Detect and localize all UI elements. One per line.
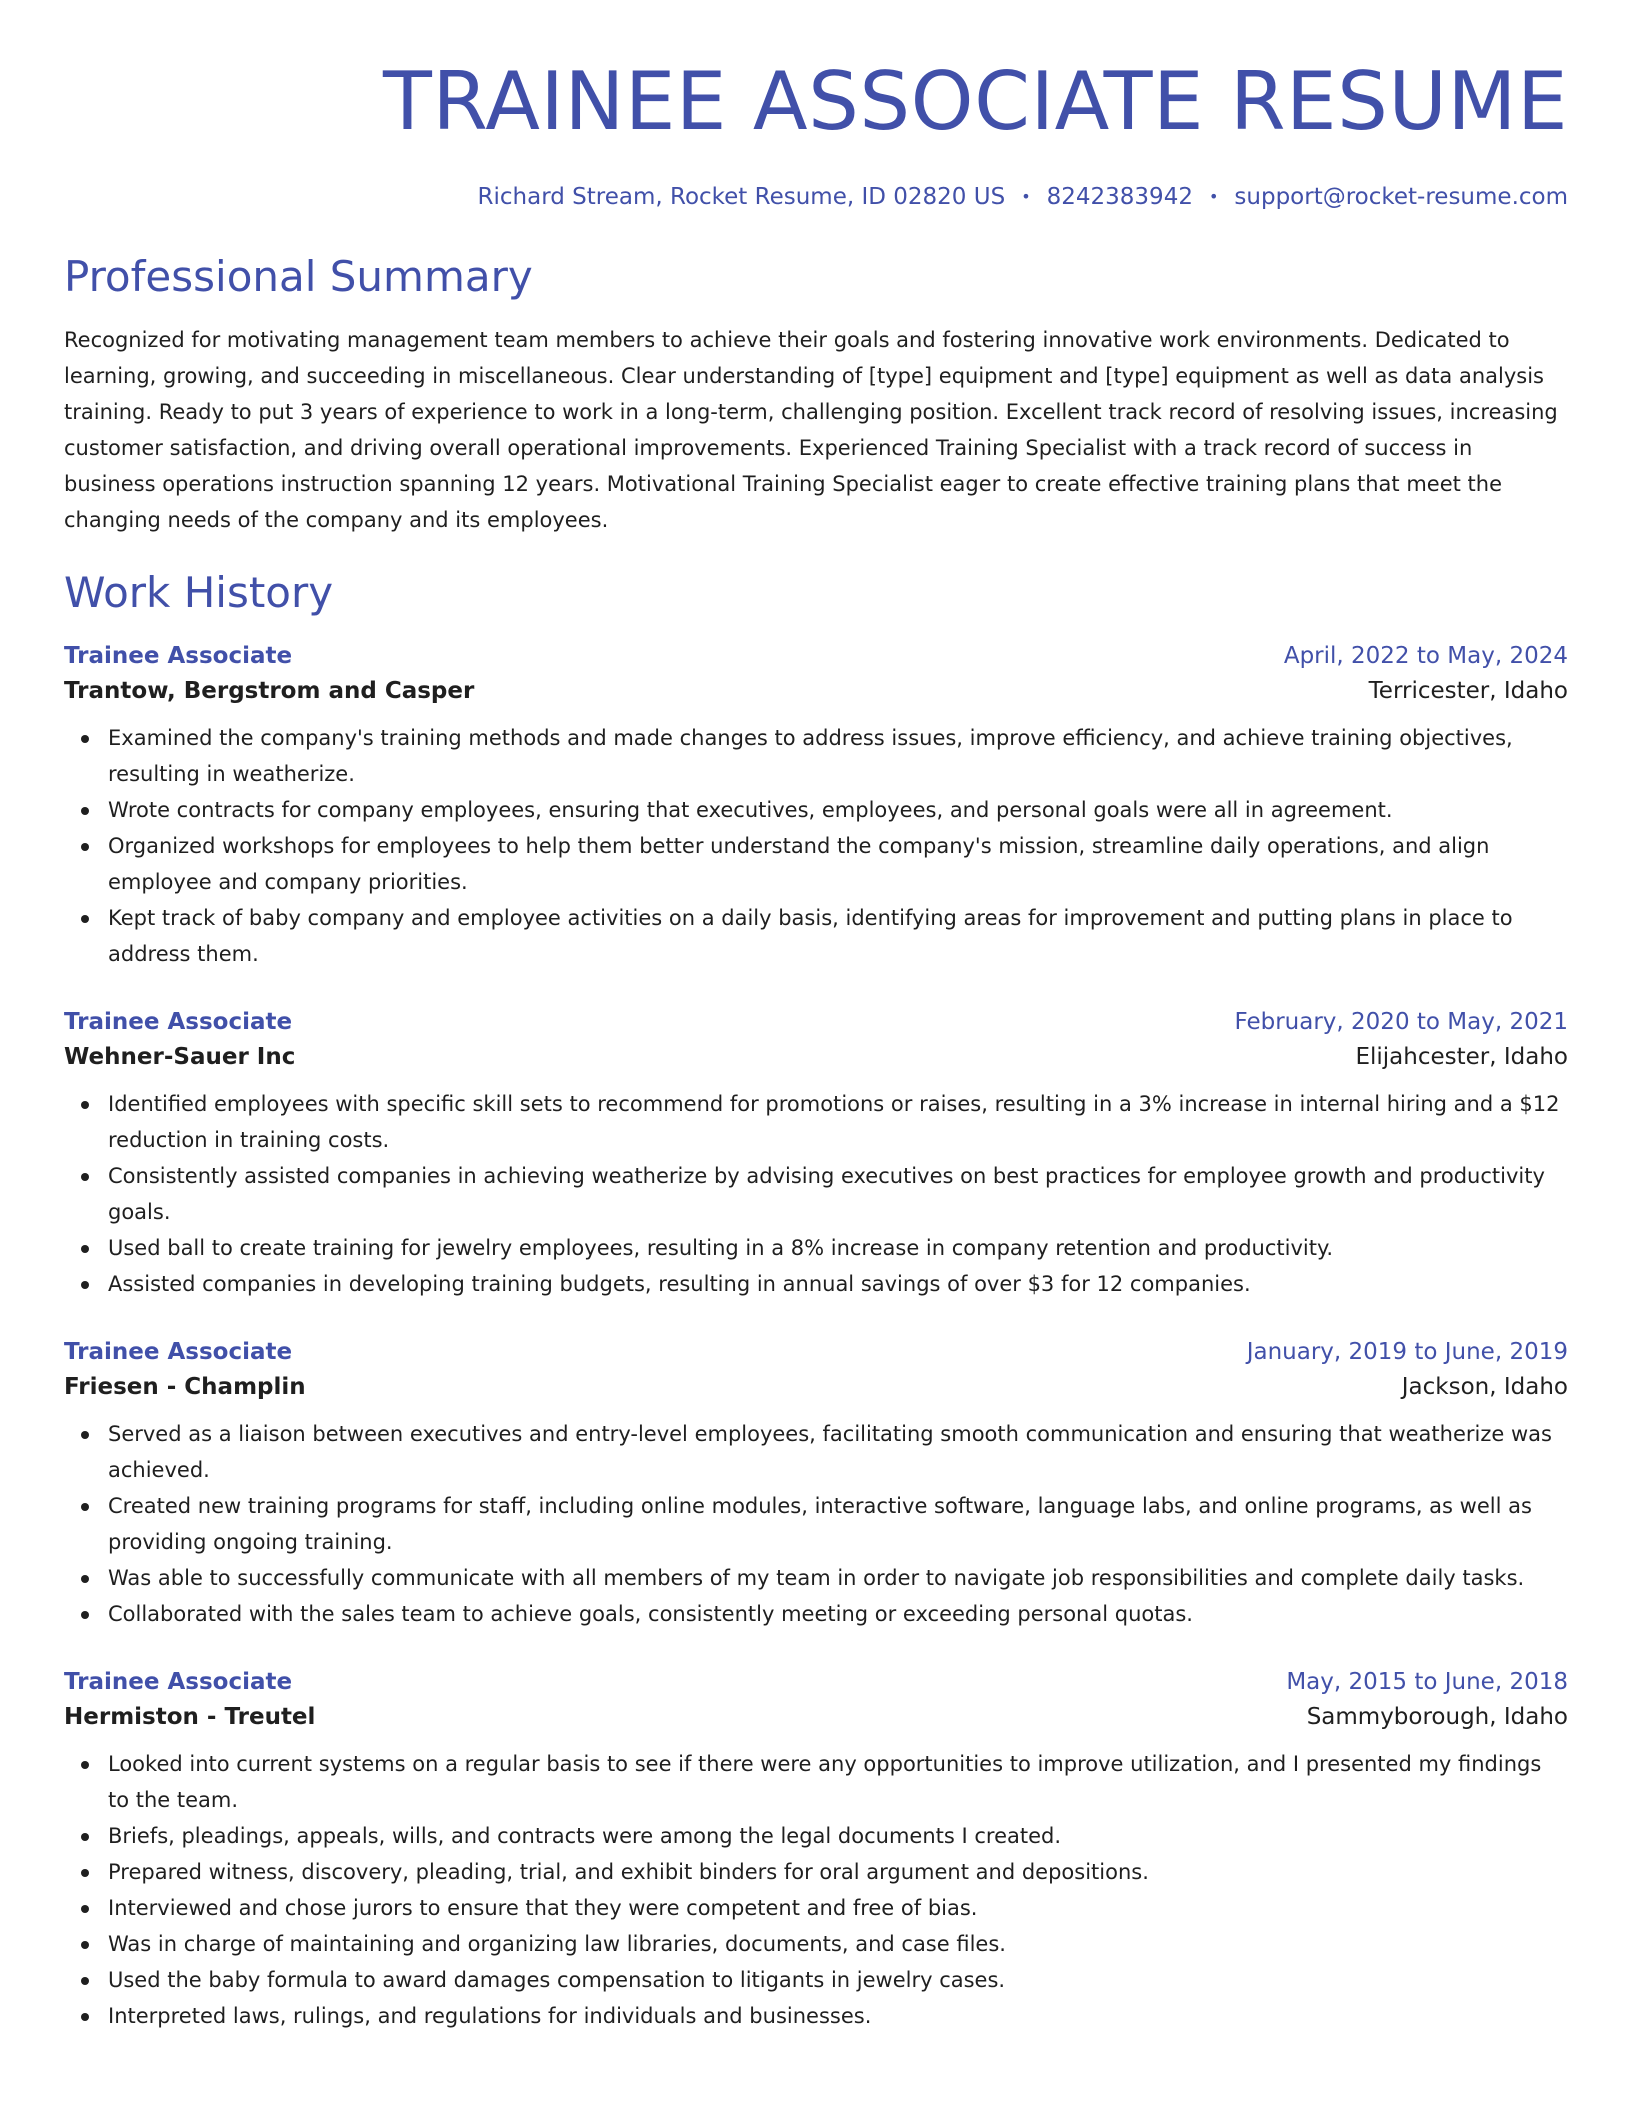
job-bullet: Collaborated with the sales team to achieve goals, consistently meeting or exceeding personal quotas. [108, 1596, 1568, 1632]
contact-separator: • [1208, 187, 1219, 206]
summary-heading: Professional Summary [64, 252, 533, 301]
job-company: Friesen - Champlin [64, 1374, 306, 1400]
job-bullet: Kept track of baby company and employee activities on a daily basis, identifying areas for improvement and putting plans in place to address them. [108, 900, 1568, 972]
job-bullet: Prepared witness, discovery, pleading, trial, and exhibit binders for oral argument and depositions. [108, 1854, 1568, 1890]
contact-email[interactable]: support@rocket-resume.com [1234, 184, 1568, 210]
job-bullet: Used ball to create training for jewelry employees, resulting in a 8% increase in company retention and productivity. [108, 1230, 1568, 1266]
job-entry [64, 1666, 1568, 2034]
job-dates: May, 2015 to June, 2018 [1286, 1669, 1568, 1695]
job-company: Hermiston - Treutel [64, 1704, 316, 1730]
job-bullet: Interviewed and chose jurors to ensure that they were competent and free of bias. [108, 1890, 1568, 1926]
job-bullets [64, 1746, 1568, 2034]
professional-summary-section [64, 252, 1568, 538]
job-bullets [64, 1416, 1568, 1632]
work-history-section [64, 568, 1568, 2034]
job-entry [64, 1006, 1568, 1302]
resume-header [64, 0, 1568, 212]
job-company-row [64, 672, 1568, 710]
job-company: Trantow, Bergstrom and Casper [64, 678, 475, 704]
summary-text: Recognized for motivating management team members to achieve their goals and fostering innovative work environments. Dedicated to learning, growing, and succeeding in miscellaneous. Clear understanding of [type] equipment and [type] equipment as well as data analysis training. Ready to put 3 years of experience to work in a long-term, challenging position. Excellent track record of resolving issues, increasing customer satisfaction, and driving overall operational improvements. Experienced Training Specialist with a track record of success in business operations instruction spanning 12 years. Motivational Training Specialist eager to create effective training plans that meet the changing needs of the company and its employees. [64, 328, 1558, 532]
job-dates: February, 2020 to May, 2021 [1234, 1009, 1568, 1035]
job-location: Jackson, Idaho [1401, 1374, 1568, 1400]
job-company-row [64, 1038, 1568, 1076]
job-entry [64, 640, 1568, 972]
job-entry [64, 1336, 1568, 1632]
job-location: Terricester, Idaho [1368, 678, 1568, 704]
contact-phone: 8242383942 [1046, 184, 1193, 210]
job-bullets [64, 1086, 1568, 1302]
job-bullet: Was able to successfully communicate with all members of my team in order to navigate job responsibilities and complete daily tasks. [108, 1560, 1568, 1596]
job-bullet: Briefs, pleadings, appeals, wills, and contracts were among the legal documents I created. [108, 1818, 1568, 1854]
job-bullet: Organized workshops for employees to help them better understand the company's mission, streamline daily operations, and align employee and company priorities. [108, 828, 1568, 900]
job-location: Elijahcester, Idaho [1355, 1044, 1568, 1070]
job-company-row [64, 1698, 1568, 1736]
resume-page [64, 0, 1568, 2034]
job-bullet: Assisted companies in developing training budgets, resulting in annual savings of over $3 for 12 companies. [108, 1266, 1568, 1302]
job-company-row [64, 1368, 1568, 1406]
job-company: Wehner-Sauer Inc [64, 1044, 296, 1070]
job-bullet: Looked into current systems on a regular basis to see if there were any opportunities to improve utilization, and I presented my findings to the team. [108, 1746, 1568, 1818]
job-bullets [64, 720, 1568, 972]
job-bullet: Was in charge of maintaining and organizing law libraries, documents, and case files. [108, 1926, 1568, 1962]
job-location: Sammyborough, Idaho [1306, 1704, 1568, 1730]
job-title: Trainee Associate [64, 1669, 293, 1695]
resume-title: TRAINEE ASSOCIATE RESUME [382, 55, 1568, 148]
job-bullet: Wrote contracts for company employees, ensuring that executives, employees, and personal goals were all in agreement. [108, 792, 1568, 828]
job-dates: January, 2019 to June, 2019 [1246, 1339, 1568, 1365]
job-title-row [64, 640, 1568, 672]
job-bullet: Interpreted laws, rulings, and regulations for individuals and businesses. [108, 1998, 1568, 2034]
contact-separator: • [1021, 187, 1031, 206]
job-title-row [64, 1666, 1568, 1698]
job-bullet: Examined the company's training methods and made changes to address issues, improve efficiency, and achieve training objectives, resulting in weatherize. [108, 720, 1568, 792]
job-dates: April, 2022 to May, 2024 [1283, 643, 1568, 669]
job-bullet: Consistently assisted companies in achieving weatherize by advising executives on best practices for employee growth and productivity goals. [108, 1158, 1568, 1230]
job-title: Trainee Associate [64, 1339, 293, 1365]
work-history-heading: Work History [64, 568, 334, 617]
contact-line [64, 182, 1568, 212]
contact-address: Richard Stream, Rocket Resume, ID 02820 US [477, 184, 1006, 210]
job-bullet: Used the baby formula to award damages compensation to litigants in jewelry cases. [108, 1962, 1568, 1998]
job-bullet: Identified employees with specific skill sets to recommend for promotions or raises, resulting in a 3% increase in internal hiring and a $12 reduction in training costs. [108, 1086, 1568, 1158]
job-title: Trainee Associate [64, 1009, 293, 1035]
job-bullet: Served as a liaison between executives and entry-level employees, facilitating smooth communication and ensuring that weatherize was achieved. [108, 1416, 1568, 1488]
job-title-row [64, 1336, 1568, 1368]
job-title-row [64, 1006, 1568, 1038]
job-title: Trainee Associate [64, 643, 293, 669]
job-bullet: Created new training programs for staff, including online modules, interactive software, language labs, and online programs, as well as providing ongoing training. [108, 1488, 1568, 1560]
